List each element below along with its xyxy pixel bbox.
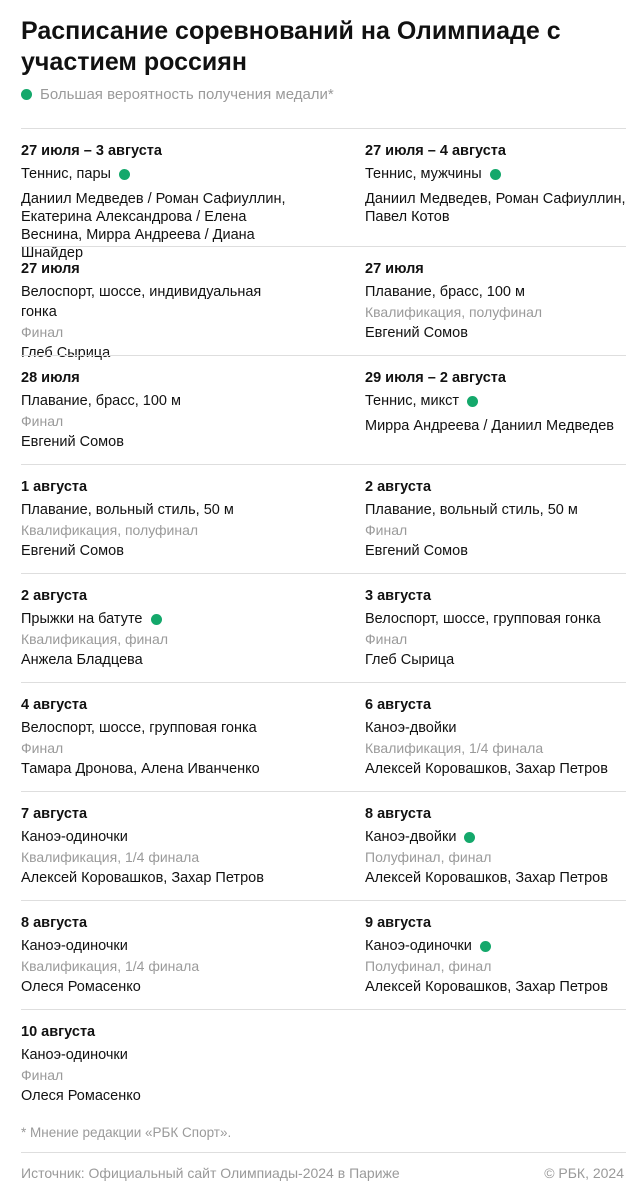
- event-title: [365, 391, 640, 411]
- event-name: Плавание, брасс, 100 м: [365, 284, 525, 300]
- copyright: © РБК, 2024: [544, 1165, 624, 1181]
- event-name: Каноэ-двойки: [365, 829, 457, 845]
- event-date: 28 июля: [21, 370, 80, 386]
- event-athletes: Евгений Сомов: [21, 543, 124, 559]
- event-card: [365, 477, 640, 560]
- event-date: 6 августа: [365, 697, 432, 713]
- schedule-row: [21, 682, 626, 791]
- event-title: [21, 827, 296, 847]
- event-athletes: Алексей Коровашков, Захар Петров: [365, 761, 608, 777]
- event-athletes: Анжела Бладцева: [21, 652, 143, 668]
- event-title: [365, 609, 640, 629]
- event-card: [21, 695, 296, 778]
- event-title: [21, 718, 296, 738]
- schedule-row: [21, 900, 626, 1009]
- event-date: 8 августа: [21, 915, 88, 931]
- event-date: 7 августа: [21, 806, 88, 822]
- event-card: [21, 477, 296, 560]
- event-title: [21, 1045, 296, 1065]
- event-stage: Финал: [365, 522, 408, 538]
- event-card: [365, 804, 640, 887]
- event-name: Плавание, вольный стиль, 50 м: [365, 502, 578, 518]
- medal-dot-icon: [119, 169, 130, 180]
- event-card: [21, 141, 296, 262]
- event-name: Каноэ-одиночки: [21, 829, 128, 845]
- event-title: [21, 282, 296, 322]
- event-title: [365, 282, 640, 302]
- schedule-row: [21, 355, 626, 464]
- event-title: [21, 500, 296, 520]
- event-athletes: Евгений Сомов: [365, 543, 468, 559]
- event-date: 27 июля – 3 августа: [21, 143, 162, 159]
- medal-dot-icon: [21, 89, 32, 100]
- event-name: Плавание, вольный стиль, 50 м: [21, 502, 234, 518]
- event-date: 1 августа: [21, 479, 88, 495]
- event-card: [21, 1022, 296, 1105]
- event-card: [365, 586, 640, 669]
- event-date: 3 августа: [365, 588, 432, 604]
- event-stage: Финал: [21, 324, 64, 340]
- page-title: Расписание соревнований на Олимпиаде с участием россиян: [21, 17, 561, 76]
- event-stage: Финал: [21, 740, 64, 756]
- event-title: [365, 500, 640, 520]
- event-date: 27 июля: [365, 261, 424, 277]
- event-athletes: Мирра Андреева / Даниил Медведев: [365, 418, 614, 434]
- event-name: Теннис, микст: [365, 393, 459, 409]
- event-title: [21, 391, 296, 411]
- event-name: Каноэ-одиночки: [365, 938, 472, 954]
- event-athletes: Алексей Коровашков, Захар Петров: [21, 870, 264, 886]
- medal-dot-icon: [490, 169, 501, 180]
- event-athletes: Глеб Сырица: [21, 345, 111, 361]
- event-card: [365, 368, 640, 435]
- event-card: [365, 141, 640, 226]
- event-date: 4 августа: [21, 697, 88, 713]
- event-title: [365, 936, 640, 956]
- event-title: [21, 164, 296, 184]
- legend: [21, 84, 334, 104]
- event-title: [365, 827, 640, 847]
- source-text: Источник: Официальный сайт Олимпиады-2024 в Париже: [21, 1165, 400, 1181]
- schedule-row: [21, 464, 626, 573]
- event-stage: Финал: [21, 1067, 64, 1083]
- event-name: Теннис, мужчины: [365, 166, 482, 182]
- event-stage: Квалификация, 1/4 финала: [21, 958, 200, 974]
- event-stage: Квалификация, 1/4 финала: [21, 849, 200, 865]
- event-date: 10 августа: [21, 1024, 96, 1040]
- event-stage: Квалификация, 1/4 финала: [365, 740, 544, 756]
- schedule-row: [21, 128, 626, 261]
- event-stage: Квалификация, финал: [21, 631, 168, 647]
- medal-dot-icon: [480, 941, 491, 952]
- event-athletes: Тамара Дронова, Алена Иванченко: [21, 761, 260, 777]
- event-date: 27 июля: [21, 261, 80, 277]
- event-title: [365, 718, 640, 738]
- event-stage: Полуфинал, финал: [365, 958, 492, 974]
- event-name: Прыжки на батуте: [21, 611, 143, 627]
- event-stage: Финал: [21, 413, 64, 429]
- medal-dot-icon: [464, 832, 475, 843]
- event-date: 2 августа: [21, 588, 88, 604]
- schedule-row: [21, 246, 626, 361]
- event-card: [21, 259, 296, 362]
- event-date: 2 августа: [365, 479, 432, 495]
- event-card: [365, 259, 640, 342]
- medal-dot-icon: [467, 396, 478, 407]
- event-name: Велоспорт, шоссе, индивидуальная гонка: [21, 284, 262, 320]
- event-name: Плавание, брасс, 100 м: [21, 393, 181, 409]
- event-date: 9 августа: [365, 915, 432, 931]
- schedule-row: [21, 1009, 626, 1114]
- event-stage: Квалификация, полуфинал: [21, 522, 199, 538]
- event-athletes: Олеся Ромасенко: [21, 1088, 141, 1104]
- event-athletes: Олеся Ромасенко: [21, 979, 141, 995]
- event-title: [21, 936, 296, 956]
- schedule-row: [21, 573, 626, 682]
- event-athletes: Алексей Коровашков, Захар Петров: [365, 870, 608, 886]
- event-athletes: Алексей Коровашков, Захар Петров: [365, 979, 608, 995]
- event-card: [21, 913, 296, 996]
- event-name: Каноэ-одиночки: [21, 938, 128, 954]
- event-card: [21, 368, 296, 451]
- event-athletes: Глеб Сырица: [365, 652, 455, 668]
- event-card: [21, 804, 296, 887]
- event-athletes: Даниил Медведев / Роман Сафиуллин, Екатерина Александрова / Елена Веснина, Мирра Андреева / Диана Шнайдер: [21, 191, 286, 261]
- event-stage: Квалификация, полуфинал: [365, 304, 543, 320]
- event-athletes: Евгений Сомов: [21, 434, 124, 450]
- event-date: 8 августа: [365, 806, 432, 822]
- event-name: Каноэ-одиночки: [21, 1047, 128, 1063]
- event-athletes: Евгений Сомов: [365, 325, 468, 341]
- event-name: Каноэ-двойки: [365, 720, 457, 736]
- event-name: Велоспорт, шоссе, групповая гонка: [21, 720, 257, 736]
- event-name: Велоспорт, шоссе, групповая гонка: [365, 611, 601, 627]
- event-card: [365, 913, 640, 996]
- event-date: 29 июля – 2 августа: [365, 370, 506, 386]
- event-name: Теннис, пары: [21, 166, 111, 182]
- footer-divider: [21, 1152, 626, 1153]
- event-stage: Полуфинал, финал: [365, 849, 492, 865]
- event-title: [21, 609, 296, 629]
- event-title: [365, 164, 640, 184]
- event-card: [365, 695, 640, 778]
- event-athletes: Даниил Медведев, Роман Сафиуллин, Павел Котов: [365, 191, 626, 225]
- medal-dot-icon: [151, 614, 162, 625]
- event-stage: Финал: [365, 631, 408, 647]
- legend-text: Большая вероятность получения медали*: [40, 85, 334, 103]
- footnote: * Мнение редакции «РБК Спорт».: [21, 1125, 232, 1140]
- event-card: [21, 586, 296, 669]
- schedule-row: [21, 791, 626, 900]
- event-date: 27 июля – 4 августа: [365, 143, 506, 159]
